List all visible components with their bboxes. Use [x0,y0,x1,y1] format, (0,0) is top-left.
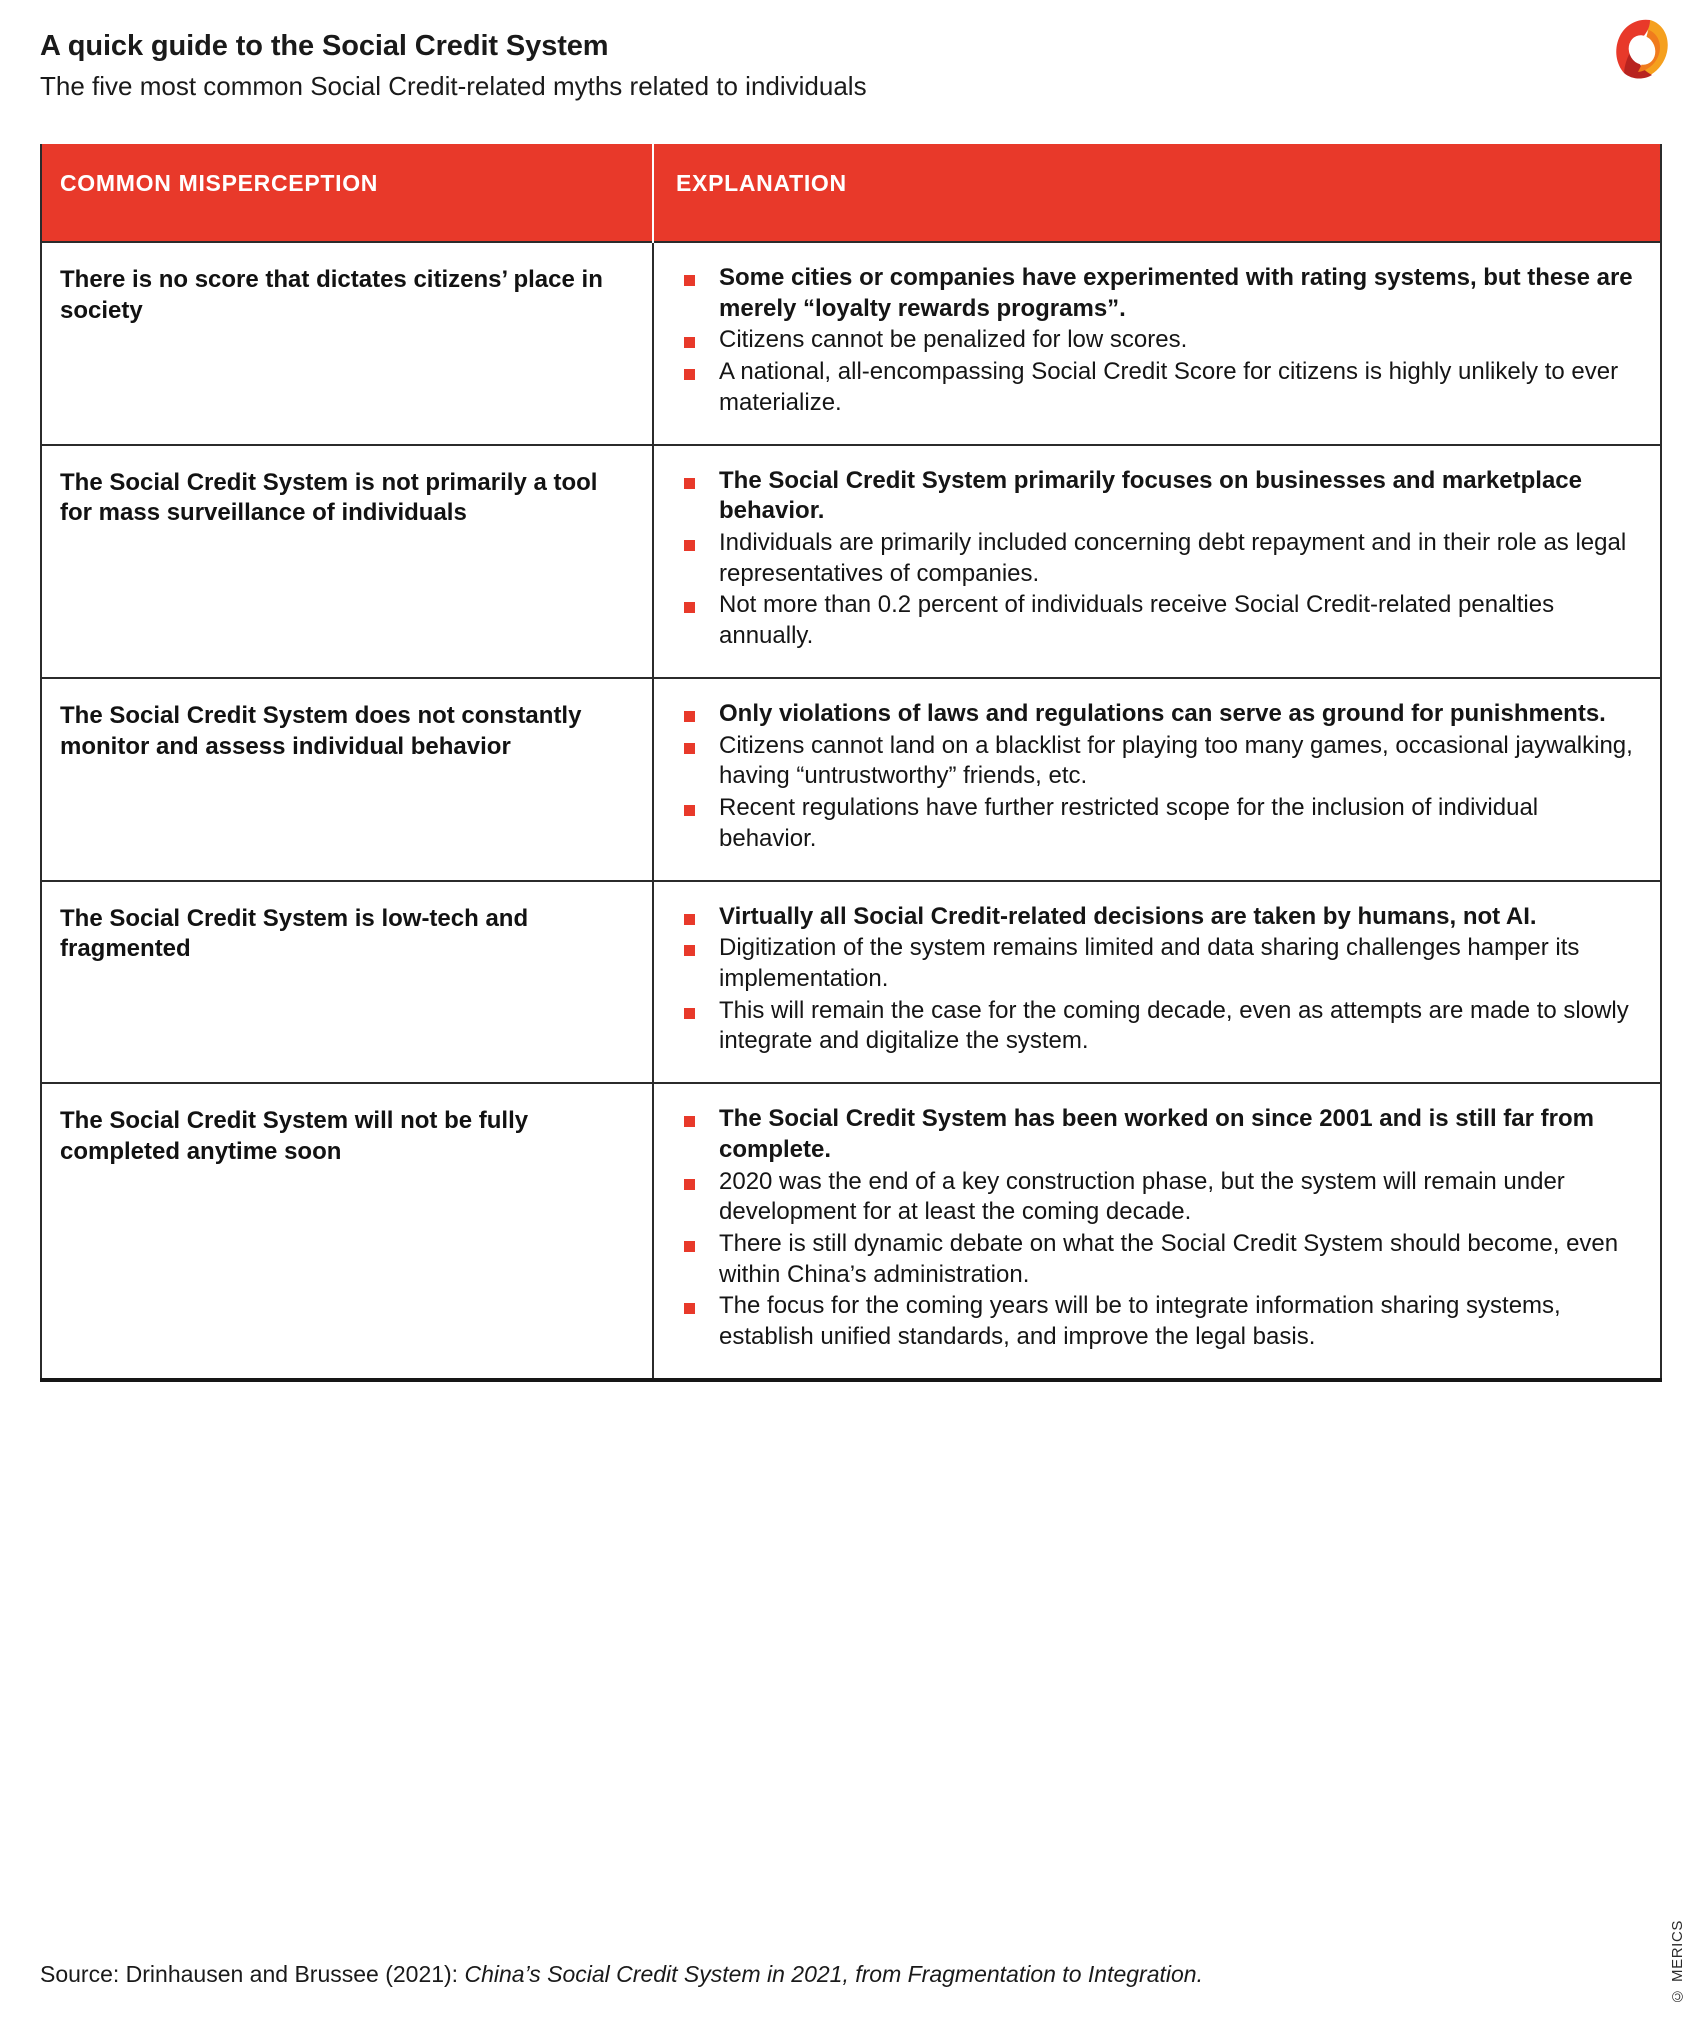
bullet-item: Individuals are primarily included concerning debt repayment and in their role as legal representatives of companies. [676,528,1638,589]
bullet-item: 2020 was the end of a key construction phase, but the system will remain under development for at least the coming decade. [676,1167,1638,1228]
table-head [41,144,1661,242]
explanation-bullet-list [676,1104,1638,1353]
column-header-explanation: EXPLANATION [653,144,1661,242]
explanation-bullet-list [676,466,1638,652]
bullet-item: A national, all-encompassing Social Credit Score for citizens is highly unlikely to ever materialize. [676,357,1638,418]
explanation-bullet-list [676,699,1638,855]
bullet-item: Virtually all Social Credit-related decisions are taken by humans, not AI. [676,902,1638,933]
table-header-row [41,144,1661,242]
page-subtitle: The five most common Social Credit-related myths related to individuals [40,71,867,102]
misperception-cell: The Social Credit System will not be fully completed anytime soon [41,1083,653,1380]
column-header-misperception: COMMON MISPERCEPTION [41,144,653,242]
bullet-item: This will remain the case for the coming decade, even as attempts are made to slowly integrate and digitalize the system. [676,996,1638,1057]
bullet-item: Not more than 0.2 percent of individuals receive Social Credit-related penalties annually. [676,590,1638,651]
explanation-cell [653,678,1661,881]
misperception-cell: The Social Credit System is not primarily a tool for mass surveillance of individuals [41,445,653,678]
table-row [41,445,1661,678]
page-header [0,0,1700,130]
bullet-item: Some cities or companies have experimented with rating systems, but these are merely “loyalty rewards programs”. [676,263,1638,324]
explanation-bullet-list [676,902,1638,1058]
table-row [41,678,1661,881]
explanation-cell [653,445,1661,678]
table-row [41,881,1661,1084]
source-title: China’s Social Credit System in 2021, from Fragmentation to Integration. [464,1961,1203,1988]
bullet-item: There is still dynamic debate on what the Social Credit System should become, even within China’s administration. [676,1229,1638,1290]
bullet-item: Citizens cannot be penalized for low scores. [676,325,1638,356]
misperception-cell: The Social Credit System is low-tech and fragmented [41,881,653,1084]
bullet-item: The Social Credit System primarily focuses on businesses and marketplace behavior. [676,466,1638,527]
bullet-item: Recent regulations have further restricted scope for the inclusion of individual behavior. [676,793,1638,854]
bullet-item: Only violations of laws and regulations can serve as ground for punishments. [676,699,1638,730]
source-note [40,1959,1440,1990]
bullet-item: The Social Credit System has been worked on since 2001 and is still far from complete. [676,1104,1638,1165]
footer [40,1959,1440,1990]
copyright-label: © MERICS [1669,1919,1686,2004]
myths-table [40,144,1662,1382]
bullet-item: Citizens cannot land on a blacklist for playing too many games, occasional jaywalking, having “untrustworthy” friends, etc. [676,731,1638,792]
explanation-cell [653,881,1661,1084]
explanation-bullet-list [676,263,1638,419]
bullet-item: Digitization of the system remains limited and data sharing challenges hamper its implementation. [676,933,1638,994]
explanation-cell [653,242,1661,445]
myths-table-container [40,144,1660,1382]
bullet-item: The focus for the coming years will be to integrate information sharing systems, establish unified standards, and improve the legal basis. [676,1291,1638,1352]
misperception-cell: There is no score that dictates citizens’ place in society [41,242,653,445]
explanation-cell [653,1083,1661,1380]
table-row [41,1083,1661,1380]
page-title: A quick guide to the Social Credit System [40,30,609,62]
table-body [41,242,1661,1380]
merics-logo-icon [1606,14,1676,84]
table-row [41,242,1661,445]
misperception-cell: The Social Credit System does not constantly monitor and assess individual behavior [41,678,653,881]
source-prefix: Source: Drinhausen and Brussee (2021): [40,1961,465,1988]
